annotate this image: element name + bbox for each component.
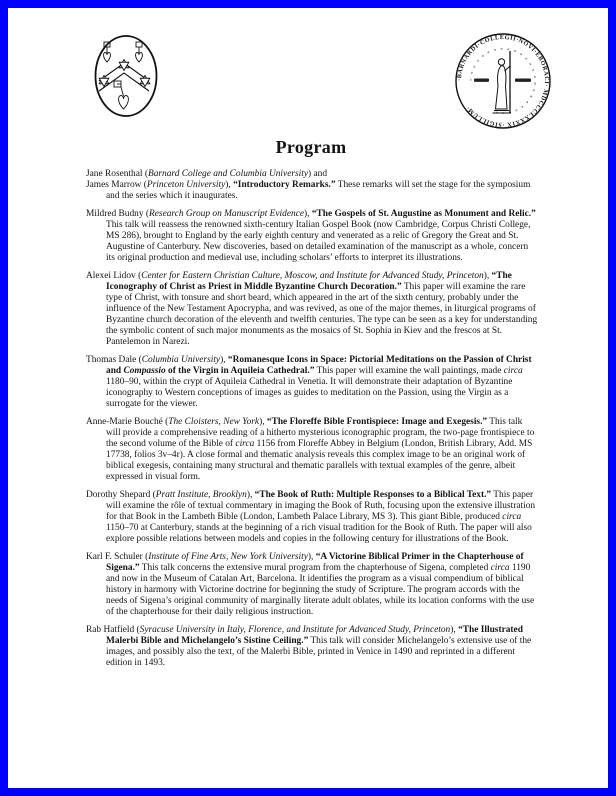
program-entry [86,169,538,202]
program-entries [86,169,538,676]
talk-title-text: “Romanesque Icons in Space: Pictorial Meditations on the Passion of Christ and [106,355,532,376]
body-text: Anne-Marie Bouché ( [86,417,169,427]
program-entry [86,625,538,669]
talk-title-text: Compassio [123,366,166,376]
affiliation-text: Pratt Institute, Brooklyn [155,490,247,500]
seal-figure-icon [493,51,512,113]
body-text: This talk concerns the extensive mural program from the chapterhouse of Sigena, completed [139,563,491,573]
affiliation-text: circa [503,366,523,376]
body-text: ), [450,625,459,635]
affiliation-text: Princeton University [146,180,226,190]
entry-paragraph [86,417,538,483]
program-entry [86,490,538,545]
body-text: This paper will examine the wall paintings, made [314,366,504,376]
talk-title-text: “The Iconography of Christ as Priest in Middle Byzantine Church Decoration.” [106,271,512,292]
body-text: Alexei Lidov ( [86,271,142,281]
talk-title-text: “A Victorine Biblical Primer in the Chapterhouse of Sigena.” [106,552,524,573]
program-entry [86,271,538,348]
affiliation-text: circa [490,563,510,573]
entry-paragraph [86,180,538,202]
body-text: Jane Rosenthal ( [86,169,148,179]
talk-title-text: “The Book of Ruth: Multiple Responses to a Biblical Text.” [254,490,492,500]
affiliation-text: The Cloisters, New York [168,417,260,427]
affiliation-text: Center for Eastern Christian Culture, Moscow, and Institute for Advanced Study, Princeton [141,271,484,281]
body-text: These remarks will set the stage for the symposium and the series which it inaugurates. [106,180,531,201]
body-text: ), [307,552,316,562]
affiliation-text: Research Group on Manuscript Evidence [149,209,305,219]
seal-ring-text: ·BARNARDI·COLLEGII·NOVI·EBORACI· MDCCCLXXXIX ·SIGILLUM· [456,34,550,128]
entry-paragraph [86,552,538,618]
body-text: This talk will provide a comprehensive reading of a hitherto mysterious iconographic program, the two-page frontispiece to the second volume of the Bible of [106,417,535,449]
body-text: Rab Hatfield ( [86,625,140,635]
talk-title-text: “The Gospels of St. Augustine as Monument and Relic.” [311,209,536,219]
body-text: ), [225,180,234,190]
entry-paragraph [86,355,538,410]
body-text: 1156 from Floreffe Abbey in Belgium (London, British Library, Add. MS 17738, folios 3v–4r). A close formal and thematic analysis reveals this complex image to be an original work of biblical exegesis, containing many structural and thematic parallels with textual examples of the genre, albeit expressed in visual form. [106,439,533,482]
body-text: ), [220,355,228,365]
affiliation-text: Barnard College and Columbia University [147,169,309,179]
body-text: Thomas Dale ( [86,355,142,365]
talk-title-text: “Introductory Remarks.” [233,180,336,190]
body-text: Dorothy Shepard ( [86,490,156,500]
program-entry [86,552,538,618]
body-text: ) and [308,169,328,179]
body-text: 1150–70 at Canterbury, stands at the beginning of a rich visual tradition for the Book of Ruth. The paper will also explore possible relations between models and copies in the following century for illustrations of the Book. [106,523,532,544]
seal-motto-marks [474,79,531,82]
body-text: Mildred Budny ( [86,209,150,219]
body-text: ), [483,271,492,281]
body-text: ), [304,209,312,219]
program-entry [86,355,538,410]
entry-paragraph [86,209,538,264]
entry-paragraph [86,625,538,669]
barnard-college-seal-icon [453,31,553,131]
affiliation-text: Columbia University [141,355,221,365]
page-title: Program [275,137,347,157]
entry-paragraph [86,271,538,348]
body-text: 1180–90, within the crypt of Aquileia Cathedral in Venetia. It will demonstrate their adaptation of Byzantine iconography to Western conceptions of images as guides to meditation on the Passion, using the Virgin as a surrogate for the viewer. [106,377,513,409]
body-text: James Marrow ( [86,180,147,190]
affiliation-text: circa [235,439,255,449]
body-text: This paper will examine the rôle of textual commentary in imaging the Book of Ruth, focusing upon the extensive illustration for that Book in the Lambeth Bible (London, Lambeth Palace Library, MS 3). This giant Bible, produced [106,490,536,522]
talk-title-text: “The Floreffe Bible Frontispiece: Image and Exegesis.” [266,417,488,427]
college-crest-icon [92,34,168,130]
affiliation-text: Syracuse University in Italy, Florence, and Institute for Advanced Study, Princeton [139,625,451,635]
affiliation-text: Institute of Fine Arts, New York University [148,552,308,562]
entry-paragraph [86,169,538,180]
seal-ornament-ring: « « « « « « « « « « « « « « « « « « « « « « « « [468,46,538,116]
body-text: This paper will examine the rare type of Christ, with tonsure and short beard, which appeared in the art of the sixth century, probably under the influence of the New Testament Apocrypha, and was revived, as one of the major themes, in liturgical programs of Byzantine church decoration of the eleventh and twelfth centuries. The type can be seen as a key for understanding the symbolic content of such major monuments as the mosaics of St. Sophia in Kiev and the frescos at St. Pantelemon in Narezi. [106,282,538,347]
talk-title-text: of the Virgin in Aquileia Cathedral.” [165,366,315,376]
body-text: This talk will reassess the renowned sixth-century Italian Gospel Book (now Cambridge, Corpus Christi College, MS 286), brought to England by the early eighth century and venerated as a relic of Gregory the Great and St. Augustine of Canterbury. New discoveries, based on detailed examination of the manuscript as a whole, concern its original production and medieval use, including scholars’ efforts to interpret its illustrations. [106,220,531,263]
body-text: Karl F. Schuler ( [86,552,149,562]
body-text: ), [246,490,255,500]
talk-title-text: “The Illustrated Malerbi Bible and Michelangelo’s Sistine Ceiling.” [106,625,523,646]
body-text: ), [259,417,267,427]
entry-paragraph [86,490,538,545]
program-entry [86,417,538,483]
program-entry [86,209,538,264]
affiliation-text: circa [502,512,522,522]
body-text: 1190 and now in the Museum of Catalan Art, Barcelona. It identifies the program as a visual compendium of biblical history in harmony with Victorine doctrine for beginning the study of Scripture. The program accords with the needs of Sigena’s original community of marginally literate adult oblates, while its location conforms with the use of the chapterhouse for their daily religious instruction. [106,563,535,617]
body-text: This talk will consider Michelangelo’s extensive use of the images, and possibly also the text, of the Malerbi Bible, printed in Venice in 1490 and reprinted in a different edition in 1493. [106,636,532,668]
